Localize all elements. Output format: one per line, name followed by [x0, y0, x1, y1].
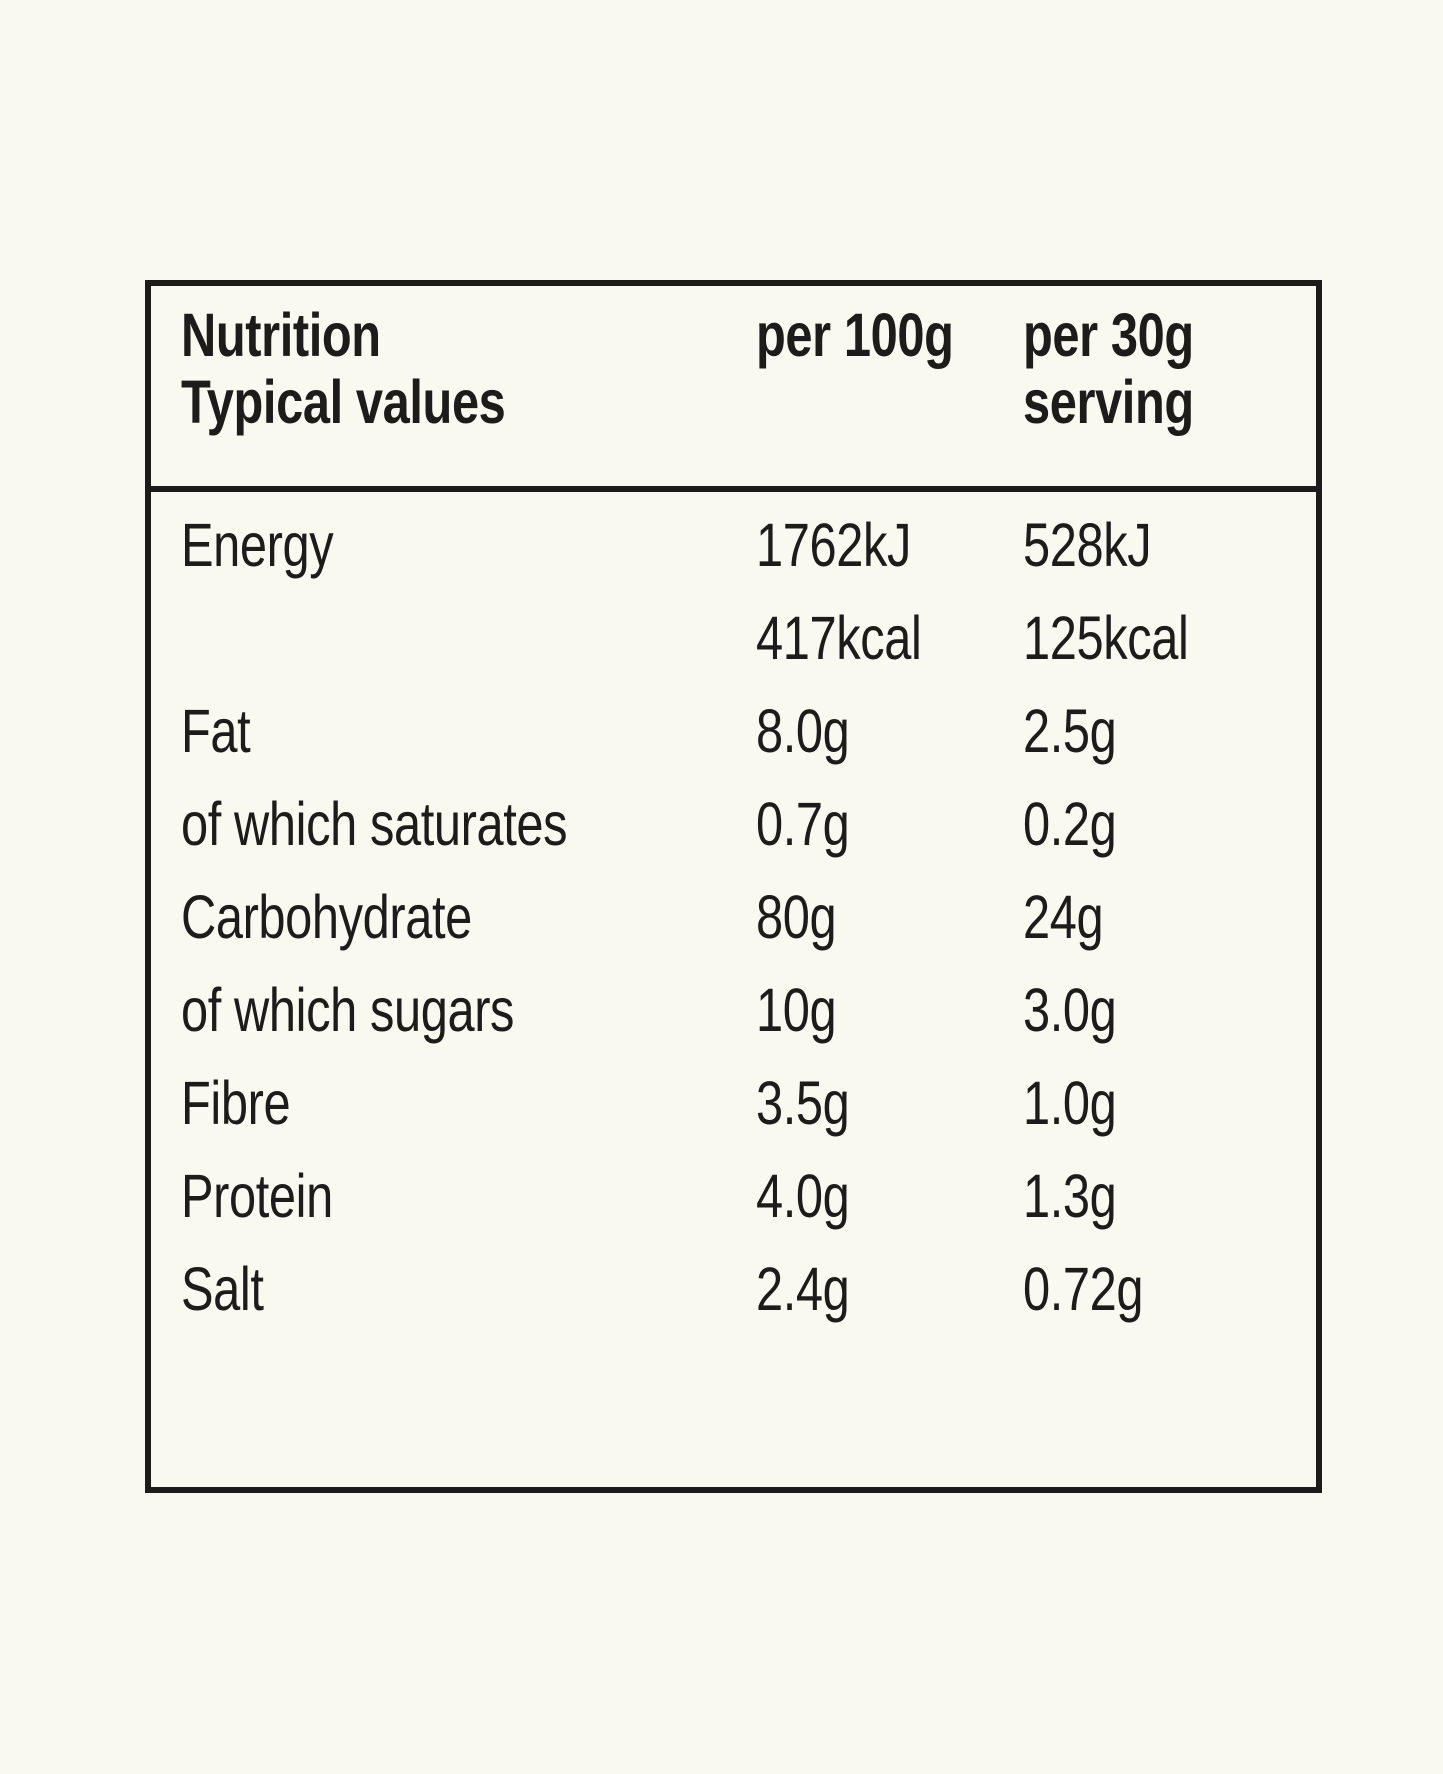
value-per-30g: 1.3g	[1023, 1161, 1117, 1230]
row-label: of which saturates	[181, 789, 568, 858]
value-per-30g: 528kJ	[1023, 510, 1152, 579]
value-per-100g: 0.7g	[756, 789, 850, 858]
table-row-saturates	[181, 777, 1316, 870]
value-per-30g: 0.2g	[1023, 789, 1117, 858]
value-per-100g: 417kcal	[756, 603, 922, 672]
row-label: Fibre	[181, 1068, 291, 1137]
row-label: of which sugars	[181, 975, 515, 1044]
value-per-30g: 2.5g	[1023, 696, 1117, 765]
row-label: Carbohydrate	[181, 882, 472, 951]
header-per-30g-label-line1: per 30g	[1023, 301, 1194, 369]
value-per-100g: 10g	[756, 975, 837, 1044]
table-row-salt	[181, 1242, 1316, 1335]
header-per-100g-column	[756, 302, 1023, 486]
value-per-30g: 3.0g	[1023, 975, 1117, 1044]
row-label: Fat	[181, 696, 251, 765]
value-per-100g: 2.4g	[756, 1254, 850, 1323]
value-per-30g: 125kcal	[1023, 603, 1189, 672]
table-row-protein	[181, 1149, 1316, 1242]
table-row-fibre	[181, 1056, 1316, 1149]
header-per-30g-label-line2: serving	[1023, 368, 1194, 436]
header-title-column	[181, 302, 756, 486]
table-header	[151, 286, 1316, 492]
row-label: Protein	[181, 1161, 333, 1230]
value-per-100g: 3.5g	[756, 1068, 850, 1137]
value-per-100g: 1762kJ	[756, 510, 911, 579]
header-per-100g-label: per 100g	[756, 301, 954, 369]
value-per-30g: 0.72g	[1023, 1254, 1144, 1323]
table-row-fat	[181, 684, 1316, 777]
nutrition-table	[145, 280, 1322, 1493]
value-per-100g: 80g	[756, 882, 837, 951]
value-per-100g: 8.0g	[756, 696, 850, 765]
header-title-typical-values: Typical values	[181, 368, 506, 436]
value-per-100g: 4.0g	[756, 1161, 850, 1230]
table-body	[151, 492, 1316, 1335]
table-row-carbohydrate	[181, 870, 1316, 963]
value-per-30g: 24g	[1023, 882, 1104, 951]
header-per-30g-column	[1023, 302, 1316, 486]
row-label: Energy	[181, 510, 334, 579]
row-label: Salt	[181, 1254, 264, 1323]
table-row-energy-kcal	[181, 591, 1316, 684]
table-row-sugars	[181, 963, 1316, 1056]
table-row-energy-kj	[181, 498, 1316, 591]
value-per-30g: 1.0g	[1023, 1068, 1117, 1137]
header-title-nutrition: Nutrition	[181, 301, 381, 369]
